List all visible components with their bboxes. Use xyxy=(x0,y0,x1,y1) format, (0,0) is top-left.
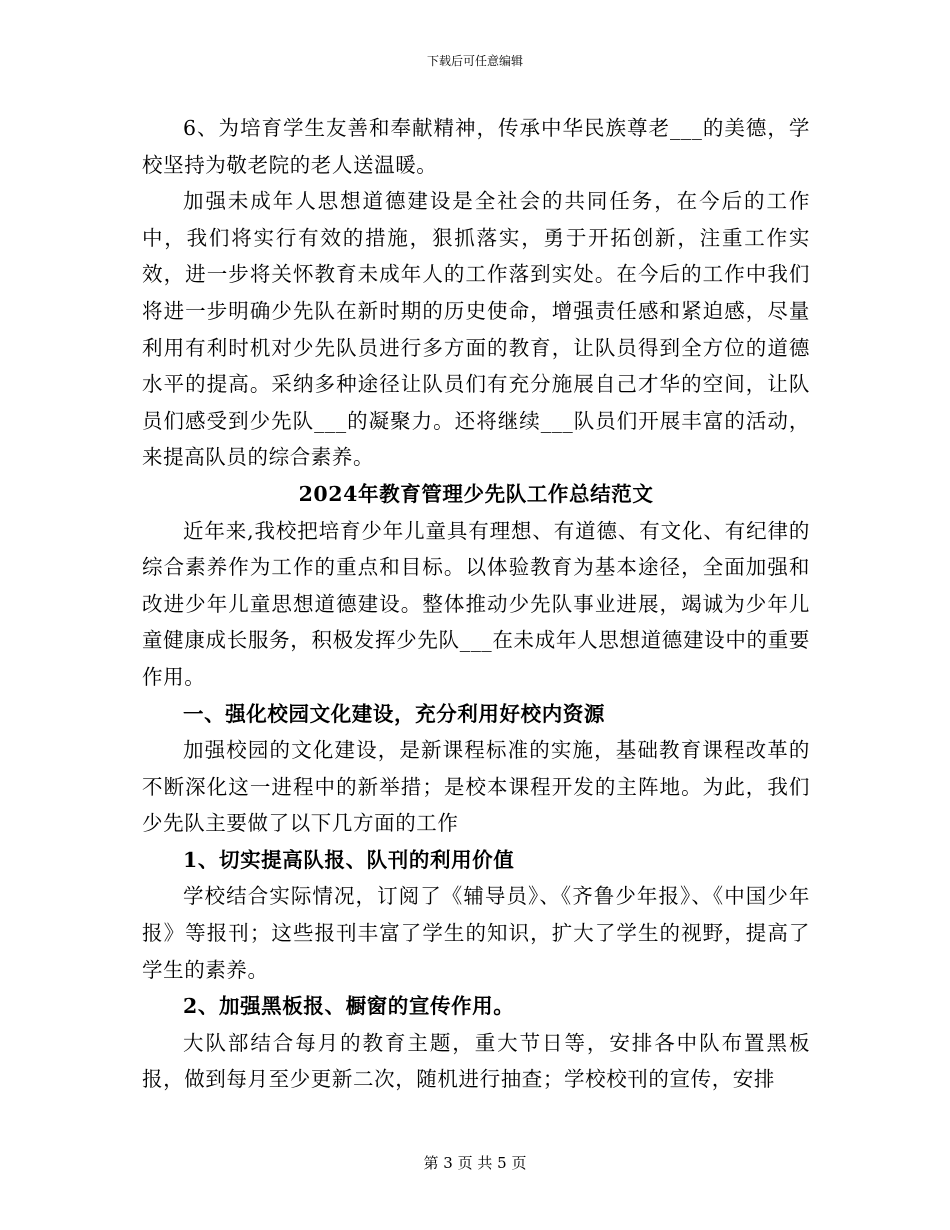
heading-subsection-2: 2、加强黑板报、橱窗的宣传作用。 xyxy=(183,994,515,1019)
heading-subsection-1: 1、切实提高队报、队刊的利用价值 xyxy=(183,847,515,872)
paragraph-section-1: 加强校园的文化建设，是新课程标准的实施，基础教育课程改革的不断深化这一进程中的新举措；是校本课程开发的主阵地。为此，我们少先队主要做了以下几方面的工作 xyxy=(142,738,810,836)
heading-section-1: 一、强化校园文化建设，充分利用好校内资源 xyxy=(183,701,605,726)
page-header: 下载后可任意编辑 xyxy=(426,54,523,68)
paragraph-subsection-2: 大队部结合每月的教育主题，重大节日等，安排各中队布置黑板报，做到每月至少更新二次，随机进行抽查；学校校刊的宣传，安排 xyxy=(142,1030,810,1092)
paragraph-conclusion: 加强未成年人思想道德建设是全社会的共同任务，在今后的工作中，我们将实行有效的措施，狠抓落实，勇于开拓创新，注重工作实效，进一步将关怀教育未成年人的工作落到实处。在今后的工作中我们将进一步明确少先队在新时期的历史使命，增强责任感和紧迫感，尽量利用有利时机对少先队员进行多方面的教育，让队员得到全方位的道德水平的提高。采纳多种途径让队员们有充分施展自己才华的空间，让队员们感受到少先队___的凝聚力。还将继续___队员们开展丰富的活动，来提高队员的综合素养。 xyxy=(142,189,810,470)
section-title: 2024年教育管理少先队工作总结范文 xyxy=(298,481,654,506)
paragraph-intro: 近年来,我校把培育少年儿童具有理想、有道德、有文化、有纪律的综合素养作为工作的重点和目标。以体验教育为基本途径，全面加强和改进少年儿童思想道德建设。整体推动少先队事业进展，竭诚为少年儿童健康成长服务，积极发挥少先队___在未成年人思想道德建设中的重要作用。 xyxy=(142,518,810,689)
page-footer: 第 3 页 共 5 页 xyxy=(423,1154,527,1172)
paragraph-subsection-1: 学校结合实际情况，订阅了《辅导员》、《齐鲁少年报》、《中国少年报》等报刊；这些报刊丰富了学生的知识，扩大了学生的视野，提高了学生的素养。 xyxy=(142,884,810,982)
document-body xyxy=(142,110,810,1098)
paragraph-item-6: 6、为培育学生友善和奉献精神，传承中华民族尊老___的美德，学校坚持为敬老院的老人送温暖。 xyxy=(142,116,810,177)
